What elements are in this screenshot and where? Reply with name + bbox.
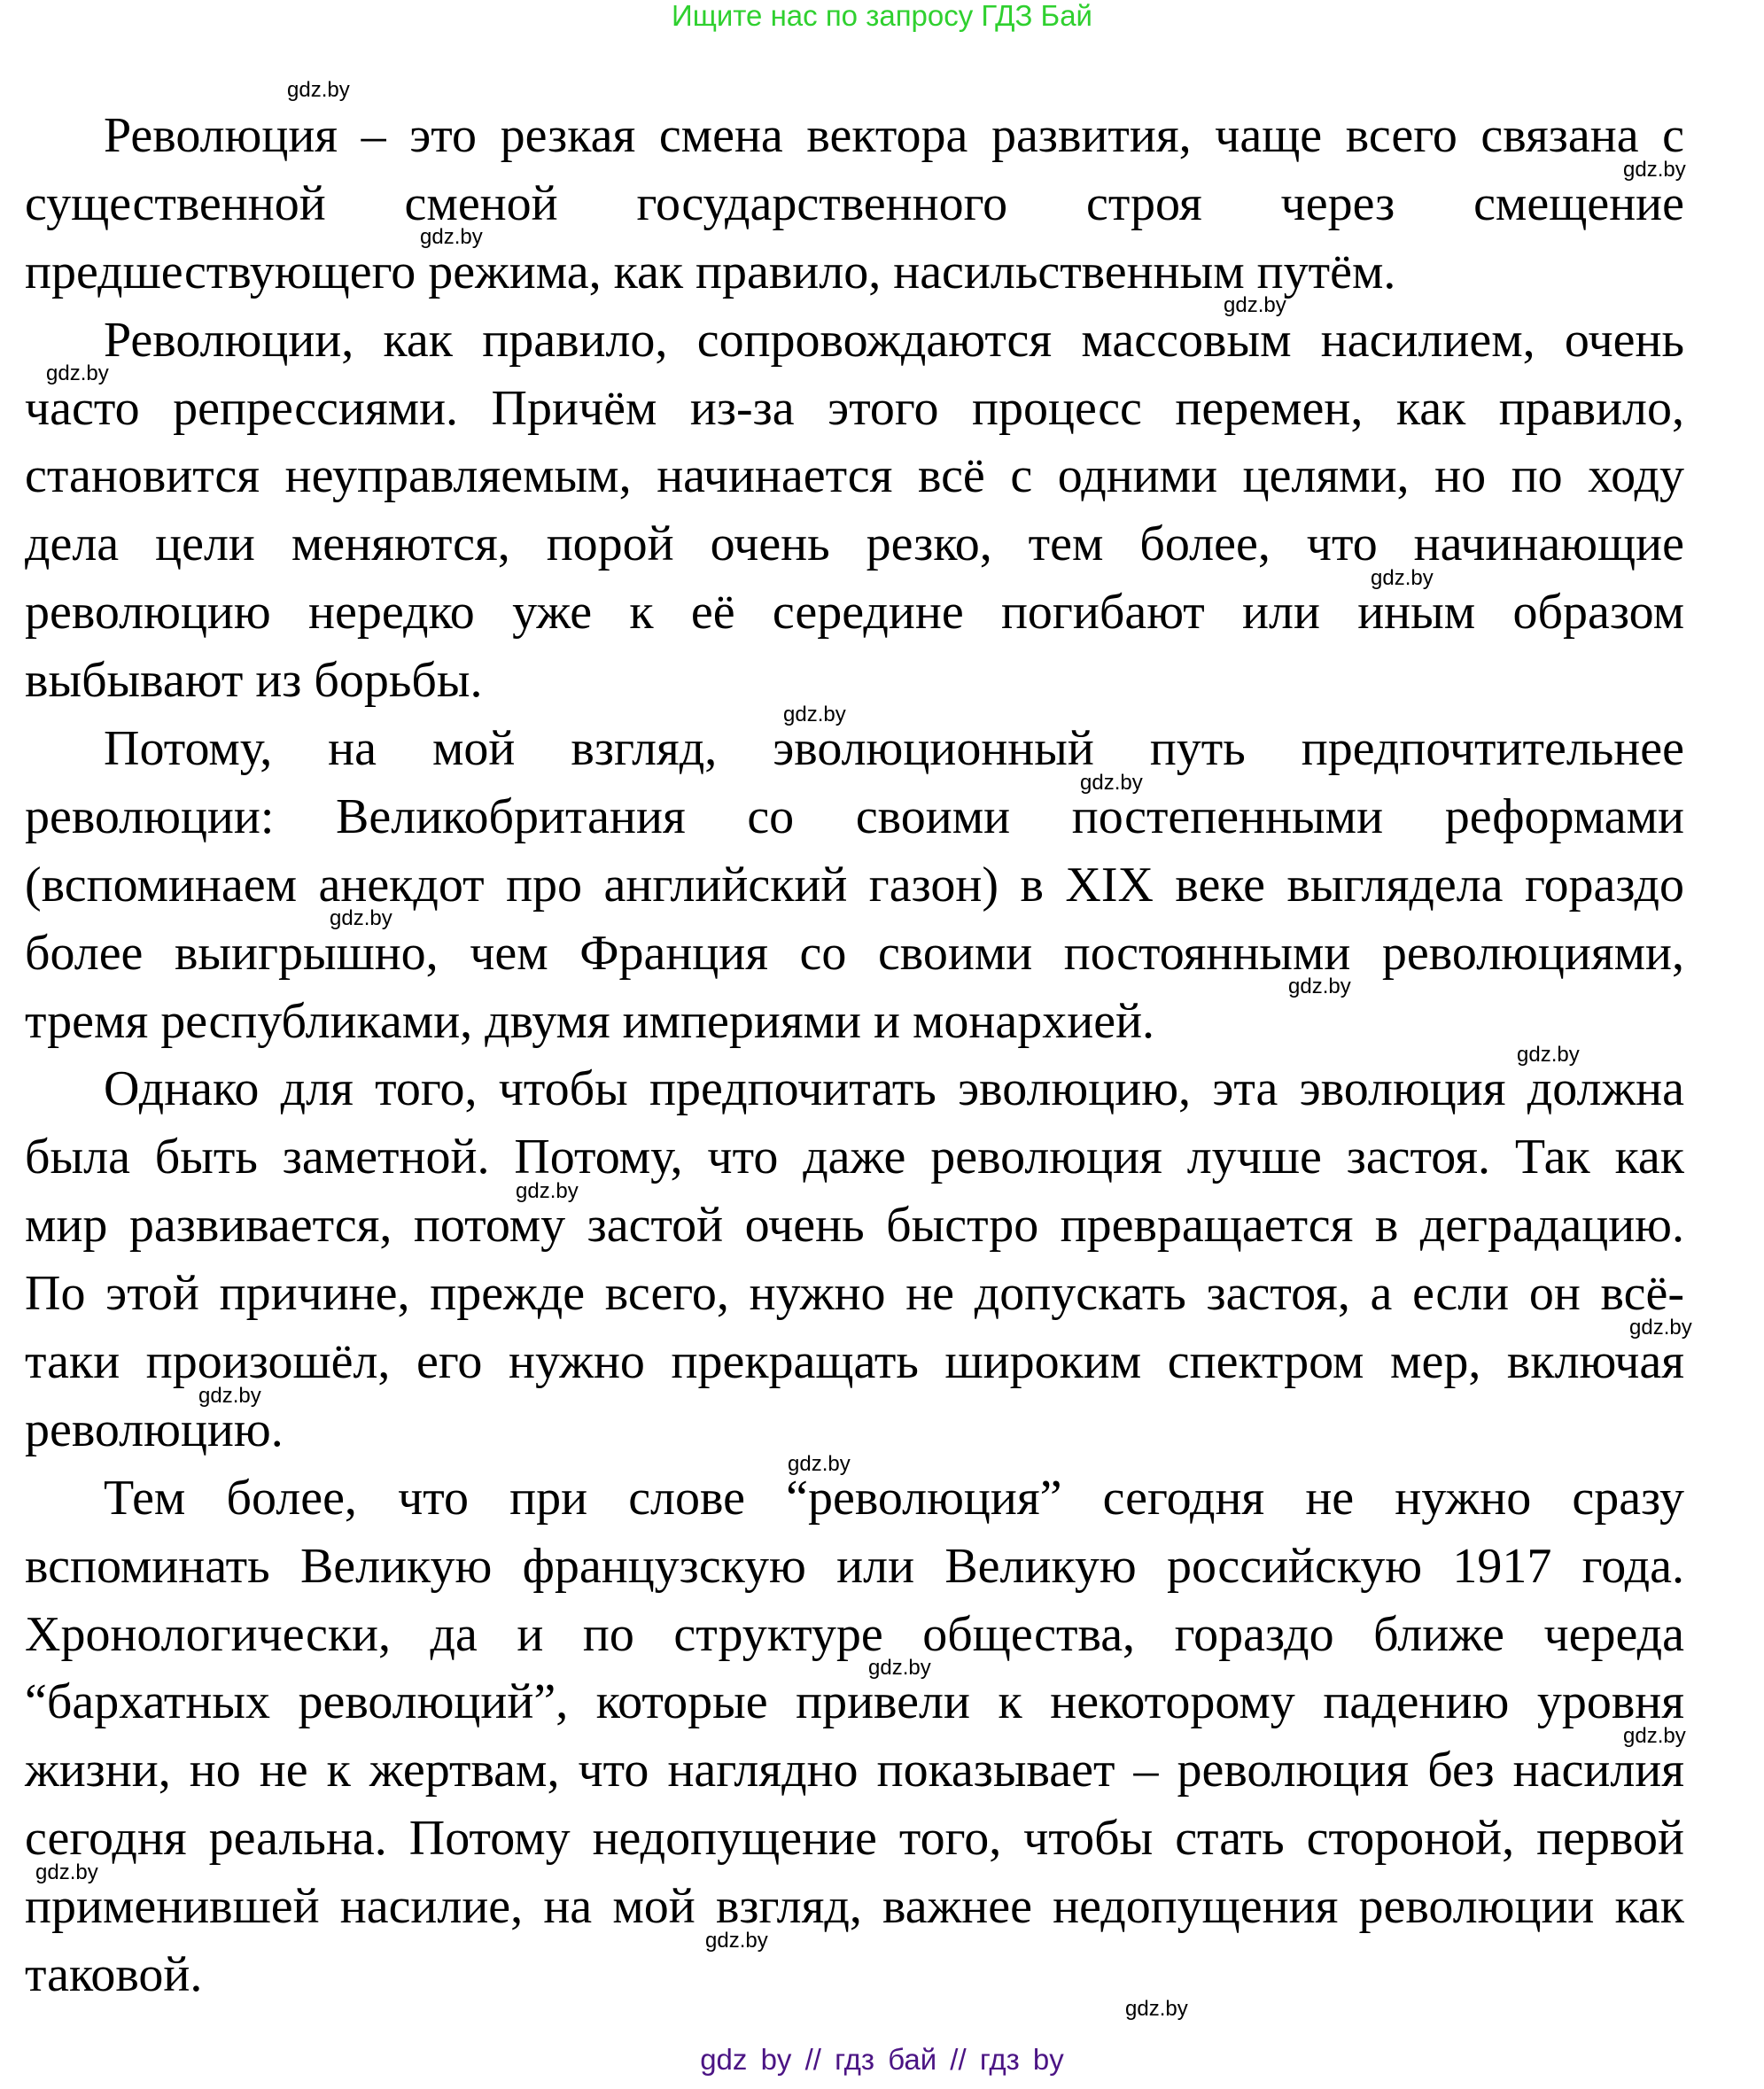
- paragraph: [25, 1061, 1684, 1457]
- watermark-text: gdz.by: [35, 1860, 98, 1884]
- text-line: становится неуправляемым, начинается всё с одними целями, но по ходу: [25, 448, 1684, 504]
- text-line: Тем более, что при слове “революция” сегодня не нужно сразу: [104, 1470, 1684, 1526]
- text-line: жизни, но не к жертвам, что наглядно показывает – революция без насилия: [25, 1743, 1684, 1798]
- text-line: Революция – это резкая смена вектора развития, чаще всего связана с: [104, 108, 1684, 163]
- watermark-text: gdz.by: [868, 1656, 931, 1681]
- watermark-text: gdz.by: [705, 1928, 768, 1953]
- search-hint-banner: Ищите нас по запросу ГДЗ Бай: [672, 0, 1092, 32]
- watermark-text: gdz.by: [330, 906, 392, 931]
- paragraph: [25, 721, 1684, 1049]
- watermark-text: gdz.by: [287, 78, 350, 102]
- watermark-text: gdz.by: [420, 225, 483, 250]
- text-line: По этой причине, прежде всего, нужно не допускать застоя, а если он всё-: [25, 1266, 1684, 1322]
- text-line: существенной сменой государственного строя через смещение: [25, 175, 1684, 231]
- text-line: применившей насилие, на мой взгляд, важнее недопущения революции как: [25, 1879, 1684, 1935]
- text-line: сегодня реальна. Потому недопущение того, чтобы стать стороной, первой: [25, 1811, 1684, 1867]
- text-line: революцию нередко уже к её середине погибают или иным образом: [25, 585, 1684, 641]
- text-line: таковой.: [25, 1947, 203, 2003]
- text-line: выбывают из борьбы.: [25, 653, 483, 709]
- text-line: мир развивается, потому застой очень быстро превращается в деградацию.: [25, 1198, 1684, 1254]
- watermark-text: gdz.by: [1125, 1997, 1188, 2021]
- text-line: более выигрышно, чем Франция со своими постоянными революциями,: [25, 925, 1684, 981]
- text-line: революцию.: [25, 1402, 284, 1457]
- watermark-text: gdz.by: [1623, 1724, 1686, 1749]
- watermark-text: gdz.by: [1517, 1043, 1580, 1068]
- text-line: Хронологически, да и по структуре общества, гораздо ближе череда: [25, 1606, 1684, 1662]
- text-line: часто репрессиями. Причём из-за этого процесс перемен, как правило,: [25, 380, 1684, 436]
- watermark-text: gdz.by: [1623, 157, 1686, 182]
- paragraph: [25, 312, 1684, 709]
- text-line: тремя республиками, двумя империями и монархией.: [25, 993, 1155, 1049]
- watermark-text: gdz.by: [1371, 565, 1434, 590]
- essay-text: [25, 108, 1684, 2020]
- text-line: вспоминать Великую французскую или Великую российскую 1917 года.: [25, 1538, 1684, 1594]
- watermark-text: gdz.by: [516, 1179, 579, 1203]
- watermark-text: gdz.by: [783, 702, 846, 726]
- watermark-text: gdz.by: [198, 1383, 261, 1408]
- watermark-text: gdz.by: [1080, 770, 1143, 795]
- watermark-text: gdz.by: [1224, 293, 1286, 318]
- watermark-text: gdz.by: [1629, 1315, 1692, 1340]
- text-line: Революции, как правило, сопровождаются массовым насилием, очень: [104, 312, 1684, 368]
- watermark-text: gdz.by: [788, 1451, 851, 1476]
- text-line: “бархатных революций”, которые привели к некоторому падению уровня: [25, 1674, 1684, 1730]
- watermark-text: gdz.by: [46, 361, 109, 386]
- text-line: Однако для того, чтобы предпочитать эволюцию, эта эволюция должна: [104, 1061, 1684, 1117]
- text-line: (вспоминаем анекдот про английский газон) в XIX веке выглядела гораздо: [25, 857, 1684, 912]
- paragraph: [25, 1470, 1684, 2003]
- text-line: предшествующего режима, как правило, насильственным путём.: [25, 244, 1396, 299]
- text-line: таки произошёл, его нужно прекращать широким спектром мер, включая: [25, 1334, 1684, 1390]
- text-line: была быть заметной. Потому, что даже революция лучше застоя. Так как: [25, 1130, 1684, 1185]
- watermark-text: gdz.by: [1288, 975, 1351, 999]
- paragraph: [25, 108, 1684, 299]
- text-line: революции: Великобритания со своими постепенными реформами: [25, 788, 1684, 844]
- text-line: Потому, на мой взгляд, эволюционный путь предпочтительнее: [104, 721, 1684, 777]
- footer-links[interactable]: gdz by // гдз бай // гдз by: [700, 2043, 1064, 2076]
- text-line: дела цели меняются, порой очень резко, тем более, что начинающие: [25, 516, 1684, 572]
